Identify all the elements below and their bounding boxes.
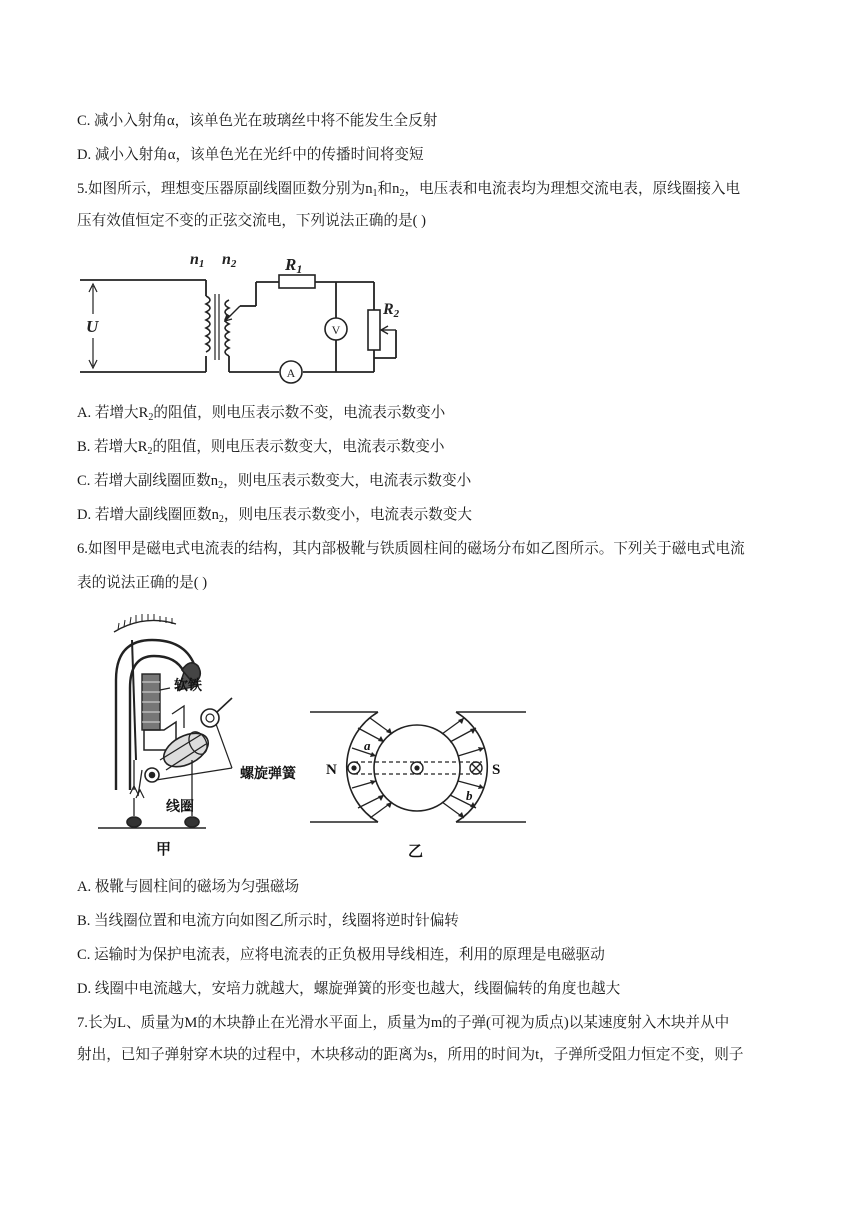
coil-label: 线圈 [166, 800, 194, 815]
q5-option-a [77, 403, 445, 423]
soft-iron-label: 软铁 [174, 679, 202, 694]
q5-stem-line2: 压有效值恒定不变的正弦交流电，下列说法正确的是( ) [77, 213, 427, 229]
spring-label: 螺旋弹簧 [240, 767, 296, 782]
q5-option-d-subscript: 2 [218, 514, 224, 525]
q6-option-a: A. 极靴与圆柱间的磁场为匀强磁场 [77, 879, 300, 895]
q7-stem-line2: 射出，已知子弹射穿木块的过程中，木块移动的距离为s，所用的时间为t，子弹所受阻力恒定不变，则子 [77, 1047, 744, 1063]
n2-label: n2 [222, 251, 237, 270]
q5-stem-subscript: 1 [372, 188, 378, 199]
q5-option-b-text: B. 若增大R [77, 439, 148, 455]
q5-option-c [77, 471, 471, 491]
point-b-label: b [466, 788, 473, 803]
q5-stem-text: ，电压表和电流表均为理想交流电表，原线圈接入电 [404, 181, 741, 197]
q5-option-a-text: A. 若增大R [77, 405, 149, 421]
q5-option-c-subscript: 2 [218, 480, 224, 491]
q4-option-c: C. 减小入射角α，该单色光在玻璃丝中将不能发生全反射 [77, 113, 438, 129]
q5-option-a-text: 的阻值，则电压表示数不变，电流表示数变小 [153, 405, 446, 421]
q5-option-b [77, 437, 444, 457]
q5-stem-subscript: 2 [399, 188, 405, 199]
q6-stem-line1: 6.如图甲是磁电式电流表的结构，其内部极靴与铁质圆柱间的磁场分布如乙图所示。下列关于磁电式电流 [77, 541, 745, 557]
q5-option-b-text: 的阻值，则电压表示数变大，电流表示数变小 [152, 439, 445, 455]
n-pole-label: N [326, 762, 337, 778]
q5-stem-text: 和n [377, 181, 400, 197]
q5-option-d [77, 505, 472, 525]
q6-option-b: B. 当线圈位置和电流方向如图乙所示时，线圈将逆时针偏转 [77, 913, 459, 929]
q5-option-d-text: D. 若增大副线圈匝数n [77, 507, 219, 523]
transformer-circuit-figure [76, 248, 436, 388]
s-pole-label: S [492, 762, 501, 778]
q7-stem-line1: 7.长为L、质量为M的木块静止在光滑水平面上，质量为m的子弹(可视为质点)以某速度射入木块并从中 [77, 1015, 730, 1031]
q4-option-d: D. 减小入射角α，该单色光在光纤中的传播时间将变短 [77, 147, 424, 163]
n1-label: n1 [190, 251, 205, 270]
u-label: U [86, 317, 99, 336]
figure-yi-caption: 乙 [408, 844, 424, 860]
q5-option-c-text: C. 若增大副线圈匝数n [77, 473, 219, 489]
ammeter-structure-figure [94, 610, 314, 862]
q6-stem-line2: 表的说法正确的是( ) [77, 575, 208, 591]
figure-jia-caption: 甲 [156, 842, 172, 858]
radial-field-figure [306, 698, 530, 864]
q5-stem-text: 5.如图所示，理想变压器原副线圈匝数分别为n [77, 181, 373, 197]
q5-stem-line1 [77, 179, 740, 199]
q6-option-c: C. 运输时为保护电流表，应将电流表的正负极用导线相连，利用的原理是电磁驱动 [77, 947, 605, 963]
voltmeter-label: V [331, 323, 341, 337]
r2-label: R2 [383, 301, 400, 320]
point-a-label: a [364, 738, 371, 753]
r1-label: R1 [285, 255, 303, 276]
q5-option-b-subscript: 2 [147, 446, 153, 457]
q5-option-a-subscript: 2 [148, 412, 154, 423]
ammeter-label: A [286, 366, 296, 380]
q5-option-c-text: ，则电压表示数变大，电流表示数变小 [223, 473, 472, 489]
q6-option-d: D. 线圈中电流越大，安培力就越大，螺旋弹簧的形变也越大，线圈偏转的角度也越大 [77, 981, 621, 997]
q5-option-d-text: ，则电压表示数变小，电流表示数变大 [223, 507, 472, 523]
